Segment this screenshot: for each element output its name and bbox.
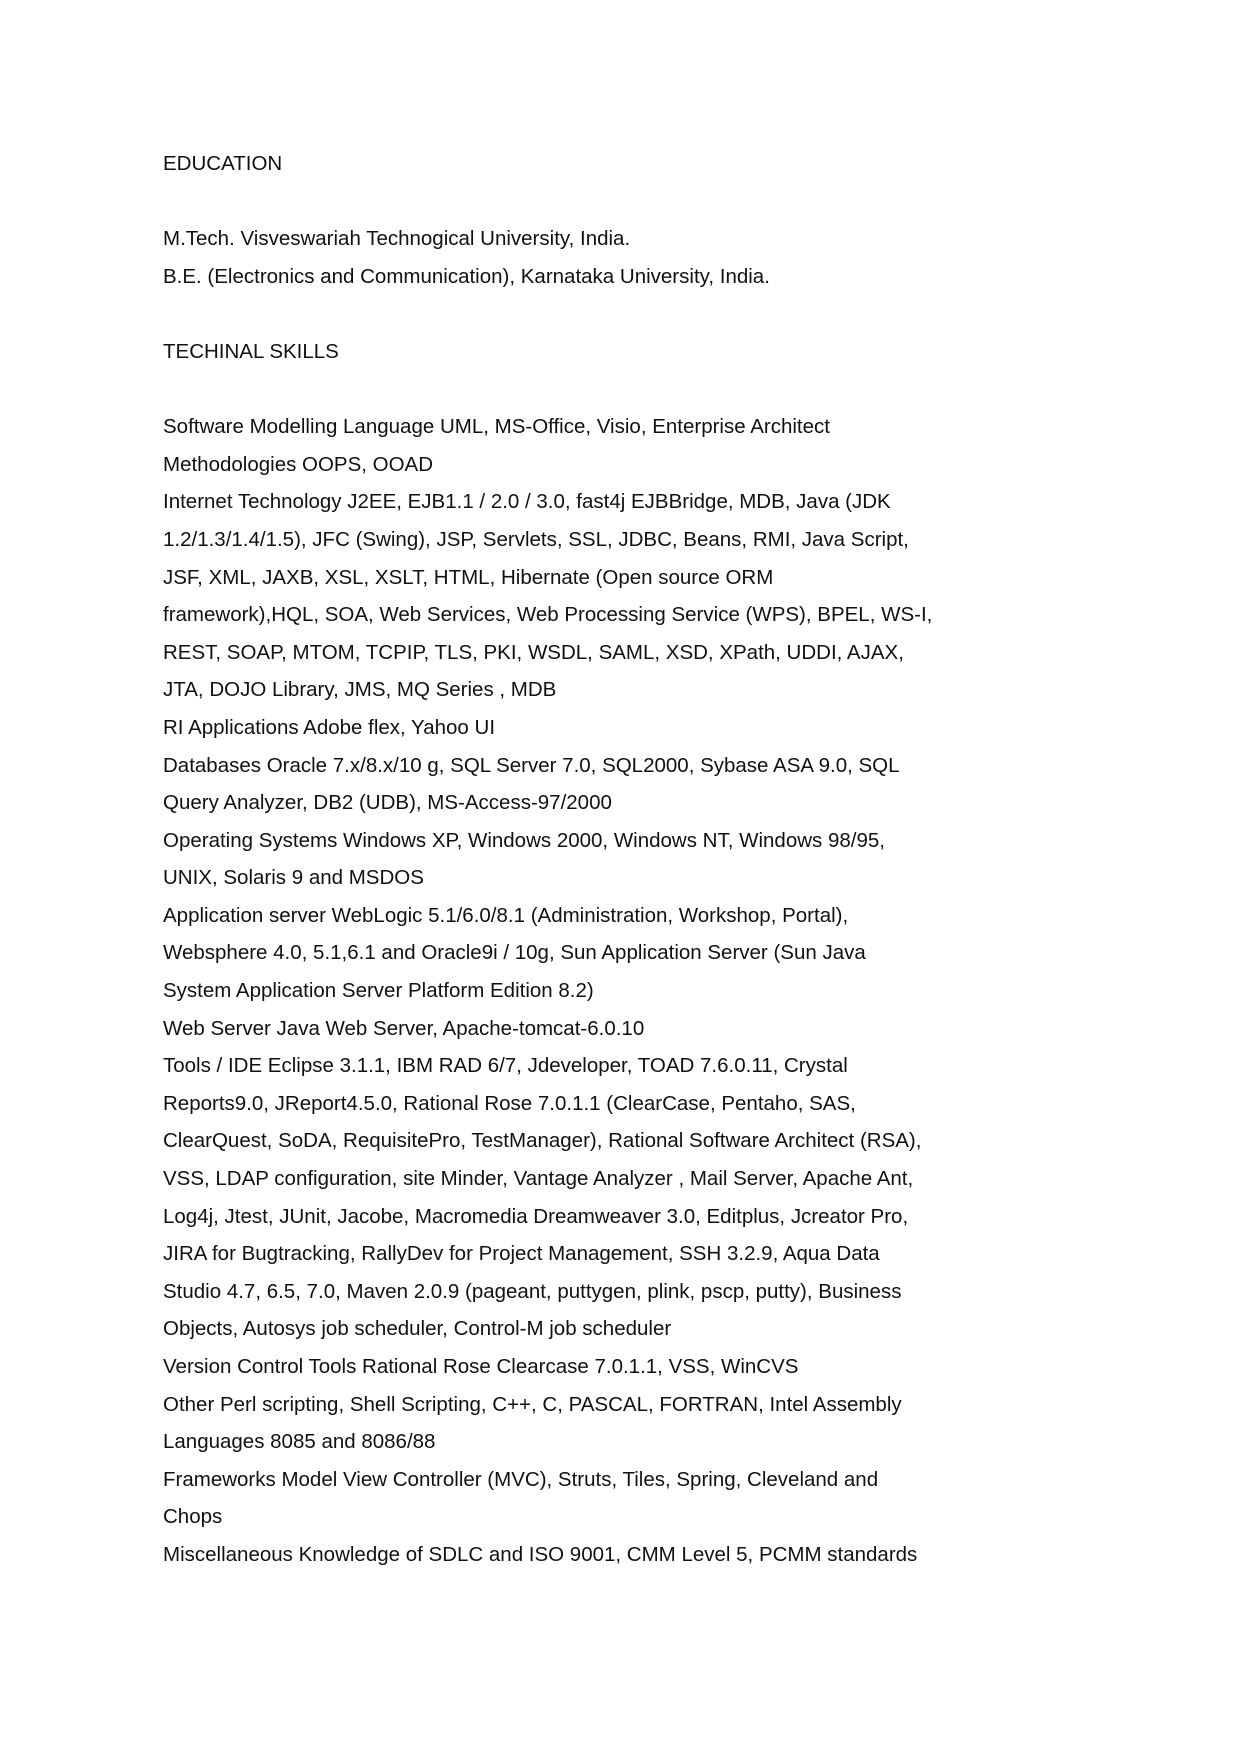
spacer <box>163 295 963 333</box>
skills-line: JIRA for Bugtracking, RallyDev for Project Management, SSH 3.2.9, Aqua Data <box>163 1242 880 1266</box>
education-entry: B.E. (Electronics and Communication), Karnataka University, India. <box>163 264 770 288</box>
skills-line: Tools / IDE Eclipse 3.1.1, IBM RAD 6/7, Jdeveloper, TOAD 7.6.0.11, Crystal <box>163 1054 848 1078</box>
skills-line: Version Control Tools Rational Rose Clearcase 7.0.1.1, VSS, WinCVS <box>163 1355 799 1378</box>
spacer <box>163 371 963 409</box>
skills-line: RI Applications Adobe flex, Yahoo UI <box>163 715 496 739</box>
spacer <box>163 183 963 221</box>
skills-line: Web Server Java Web Server, Apache-tomcat-6.0.10 <box>163 1016 645 1040</box>
skills-line: JTA, DOJO Library, JMS, MQ Series , MDB <box>163 678 557 702</box>
skills-line: Databases Oracle 7.x/8.x/10 g, SQL Server 7.0, SQL2000, Sybase ASA 9.0, SQL <box>163 753 900 777</box>
skills-line: Frameworks Model View Controller (MVC), Struts, Tiles, Spring, Cleveland and <box>163 1467 879 1491</box>
skills-line: VSS, LDAP configuration, site Minder, Vantage Analyzer , Mail Server, Apache Ant, <box>163 1167 914 1191</box>
skills-line: Query Analyzer, DB2 (UDB), MS-Access-97/2000 <box>163 791 612 815</box>
skills-line: Operating Systems Windows XP, Windows 2000, Windows NT, Windows 98/95, <box>163 828 885 852</box>
skills-line: Software Modelling Language UML, MS-Office, Visio, Enterprise Architect <box>163 415 830 439</box>
skills-line: Languages 8085 and 8086/88 <box>163 1430 436 1454</box>
education-heading: EDUCATION <box>163 152 283 175</box>
skills-line: Chops <box>163 1505 223 1529</box>
skills-line: Application server WebLogic 5.1/6.0/8.1 (Administration, Workshop, Portal), <box>163 903 849 927</box>
skills-line: Methodologies OOPS, OOAD <box>163 452 434 476</box>
skills-line: ClearQuest, SoDA, RequisitePro, TestManager), Rational Software Architect (RSA), <box>163 1129 922 1153</box>
skills-line: Reports9.0, JReport4.5.0, Rational Rose 7.0.1.1 (ClearCase, Pentaho, SAS, <box>163 1091 856 1115</box>
skills-line: System Application Server Platform Edition 8.2) <box>163 979 594 1003</box>
skills-line: 1.2/1.3/1.4/1.5), JFC (Swing), JSP, Servlets, SSL, JDBC, Beans, RMI, Java Script, <box>163 527 909 551</box>
skills-line: Studio 4.7, 6.5, 7.0, Maven 2.0.9 (pageant, puttygen, plink, pscp, putty), Business <box>163 1279 902 1303</box>
document-body <box>163 145 963 1574</box>
skills-line: Websphere 4.0, 5.1,6.1 and Oracle9i / 10g, Sun Application Server (Sun Java <box>163 941 866 965</box>
skills-line: JSF, XML, JAXB, XSL, XSLT, HTML, Hibernate (Open source ORM <box>163 565 774 589</box>
skills-line: Other Perl scripting, Shell Scripting, C++, C, PASCAL, FORTRAN, Intel Assembly <box>163 1392 902 1416</box>
skills-line: framework),HQL, SOA, Web Services, Web Processing Service (WPS), BPEL, WS-I, <box>163 603 933 627</box>
skills-line: Log4j, Jtest, JUnit, Jacobe, Macromedia Dreamweaver 3.0, Editplus, Jcreator Pro, <box>163 1204 909 1228</box>
skills-line: Objects, Autosys job scheduler, Control-M job scheduler <box>163 1317 672 1341</box>
education-entry: M.Tech. Visveswariah Technogical University, India. <box>163 227 631 251</box>
skills-line: REST, SOAP, MTOM, TCPIP, TLS, PKI, WSDL, SAML, XSD, XPath, UDDI, AJAX, <box>163 640 904 664</box>
skills-heading: TECHINAL SKILLS <box>163 339 339 363</box>
skills-line: Miscellaneous Knowledge of SDLC and ISO 9001, CMM Level 5, PCMM standards <box>163 1542 918 1566</box>
skills-line: Internet Technology J2EE, EJB1.1 / 2.0 / 3.0, fast4j EJBBridge, MDB, Java (JDK <box>163 490 891 514</box>
skills-line: UNIX, Solaris 9 and MSDOS <box>163 866 424 890</box>
